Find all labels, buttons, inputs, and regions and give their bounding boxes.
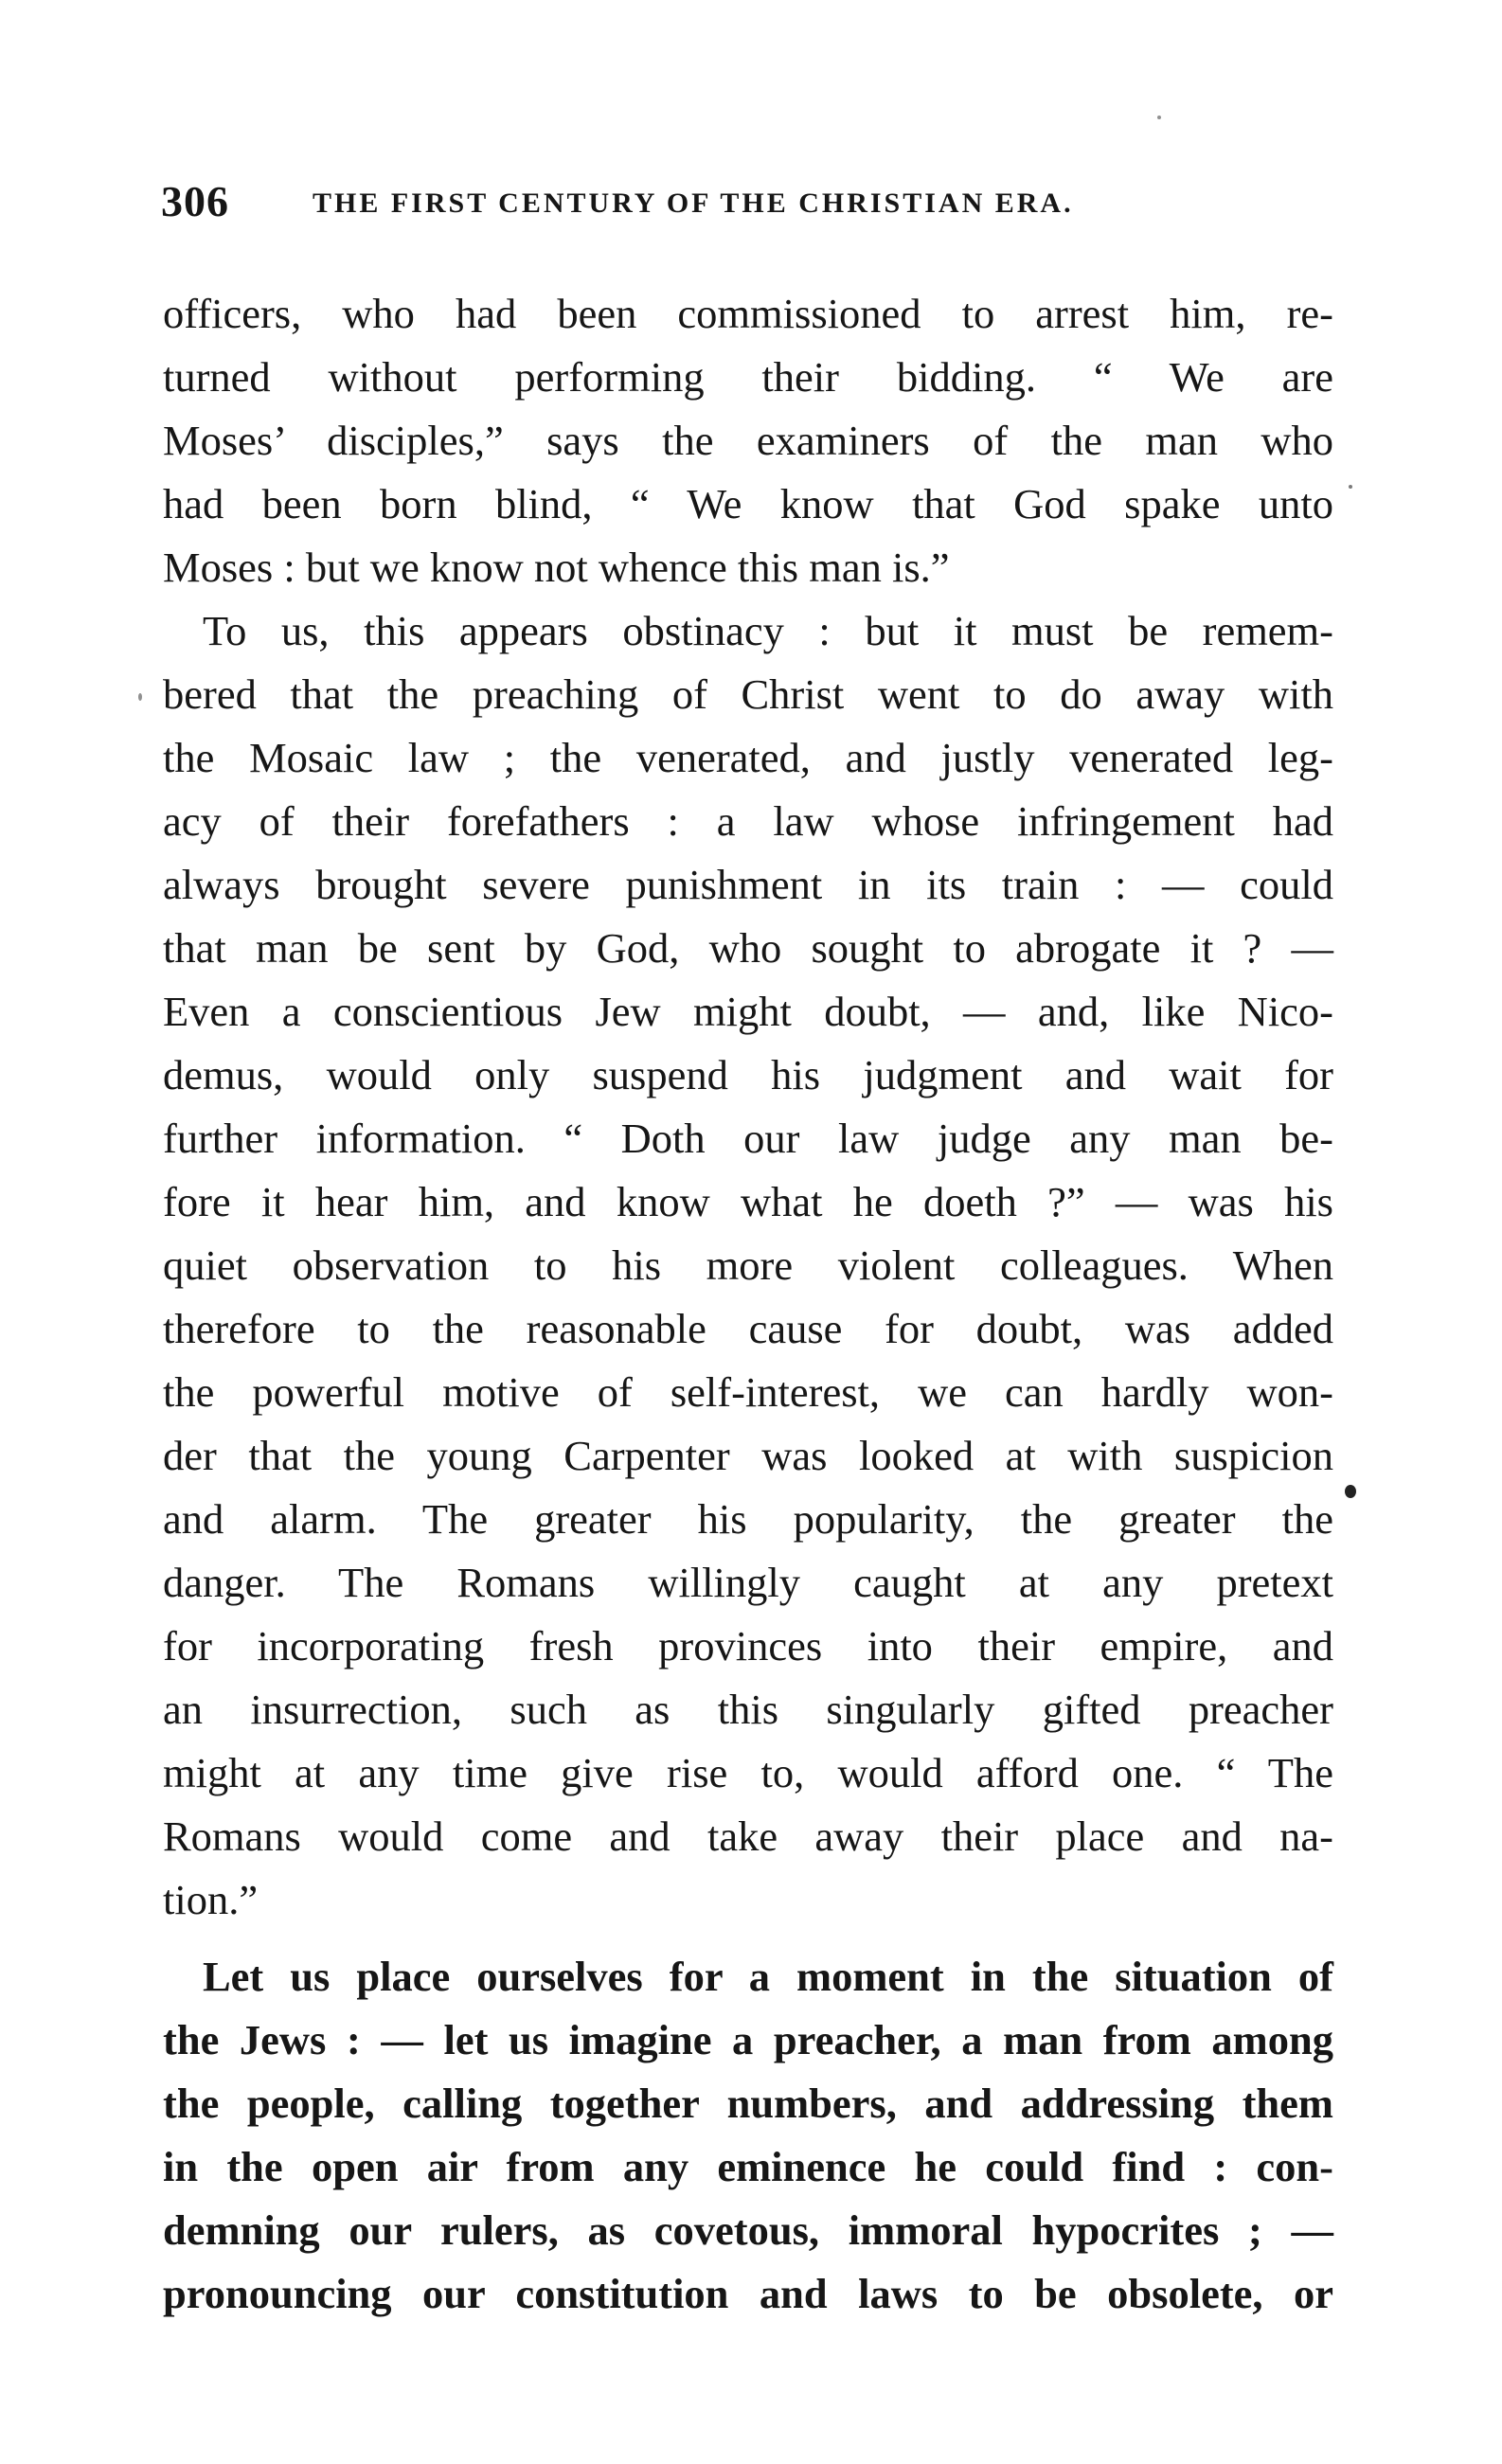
text-line: an insurrection, such as this singularly gifted preacher [163,1686,1333,1733]
text-line: for incorporating fresh provinces into their empire, and [163,1622,1333,1669]
text-line: Even a conscientious Jew might doubt, — and, like Nico- [163,988,1333,1035]
body-text [163,282,1333,2326]
text-line: acy of their forefathers : a law whose infringement had [163,797,1333,845]
text-line: danger. The Romans willingly caught at any pretext [163,1559,1333,1606]
text-line: always brought severe punishment in its train : — could [163,861,1333,908]
paragraph [163,282,1333,599]
text-line: quiet observation to his more violent colleagues. When [163,1241,1333,1289]
text-line: the Mosaic law ; the venerated, and justly venerated leg- [163,734,1333,781]
ink-speck [1157,116,1161,119]
text-line: bered that the preaching of Christ went to do away with [163,670,1333,718]
paragraph-gap [163,1932,1333,1945]
ink-speck [1349,485,1352,489]
text-line: tion.” [163,1876,259,1923]
text-line: the Jews : — let us imagine a preacher, a man from among [163,2016,1333,2063]
text-line: demus, would only suspend his judgment and wait for [163,1051,1333,1098]
text-line: Moses’ disciples,” says the examiners of the man who [163,417,1333,464]
text-line: further information. “ Doth our law judge any man be- [163,1115,1333,1162]
ink-speck [138,693,142,701]
text-line: Romans would come and take away their place and na- [163,1812,1333,1860]
text-line: der that the young Carpenter was looked at with suspicion [163,1432,1333,1479]
paragraph [163,1945,1333,2326]
text-line: had been born blind, “ We know that God spake unto [163,480,1333,527]
text-line: pronouncing our constitution and laws to be obsolete, or [163,2270,1333,2317]
ink-speck [1345,1485,1356,1498]
text-line: and alarm. The greater his popularity, the greater the [163,1495,1333,1543]
text-line: To us, this appears obstinacy : but it must be remem- [203,607,1333,654]
page-number: 306 [161,177,229,225]
text-line: that man be sent by God, who sought to abrogate it ? — [163,924,1333,972]
page-header [161,169,1373,244]
text-line: Let us place ourselves for a moment in the situation of [203,1953,1333,2000]
text-line: in the open air from any eminence he could find : con- [163,2143,1333,2190]
text-line: officers, who had been commissioned to arrest him, re- [163,290,1333,337]
text-line: Moses : but we know not whence this man is.” [163,544,950,591]
text-line: demning our rulers, as covetous, immoral hypocrites ; — [163,2206,1333,2254]
running-title: THE FIRST CENTURY OF THE CHRISTIAN ERA. [313,187,1074,219]
text-line: turned without performing their bidding. “ We are [163,353,1333,401]
text-line: therefore to the reasonable cause for doubt, was added [163,1305,1333,1352]
text-line: fore it hear him, and know what he doeth ?” — was his [163,1178,1333,1225]
text-line: might at any time give rise to, would afford one. “ The [163,1749,1333,1796]
text-line: the people, calling together numbers, and addressing them [163,2080,1333,2127]
text-line: the powerful motive of self-interest, we can hardly won- [163,1368,1333,1416]
paragraph [163,599,1333,1932]
